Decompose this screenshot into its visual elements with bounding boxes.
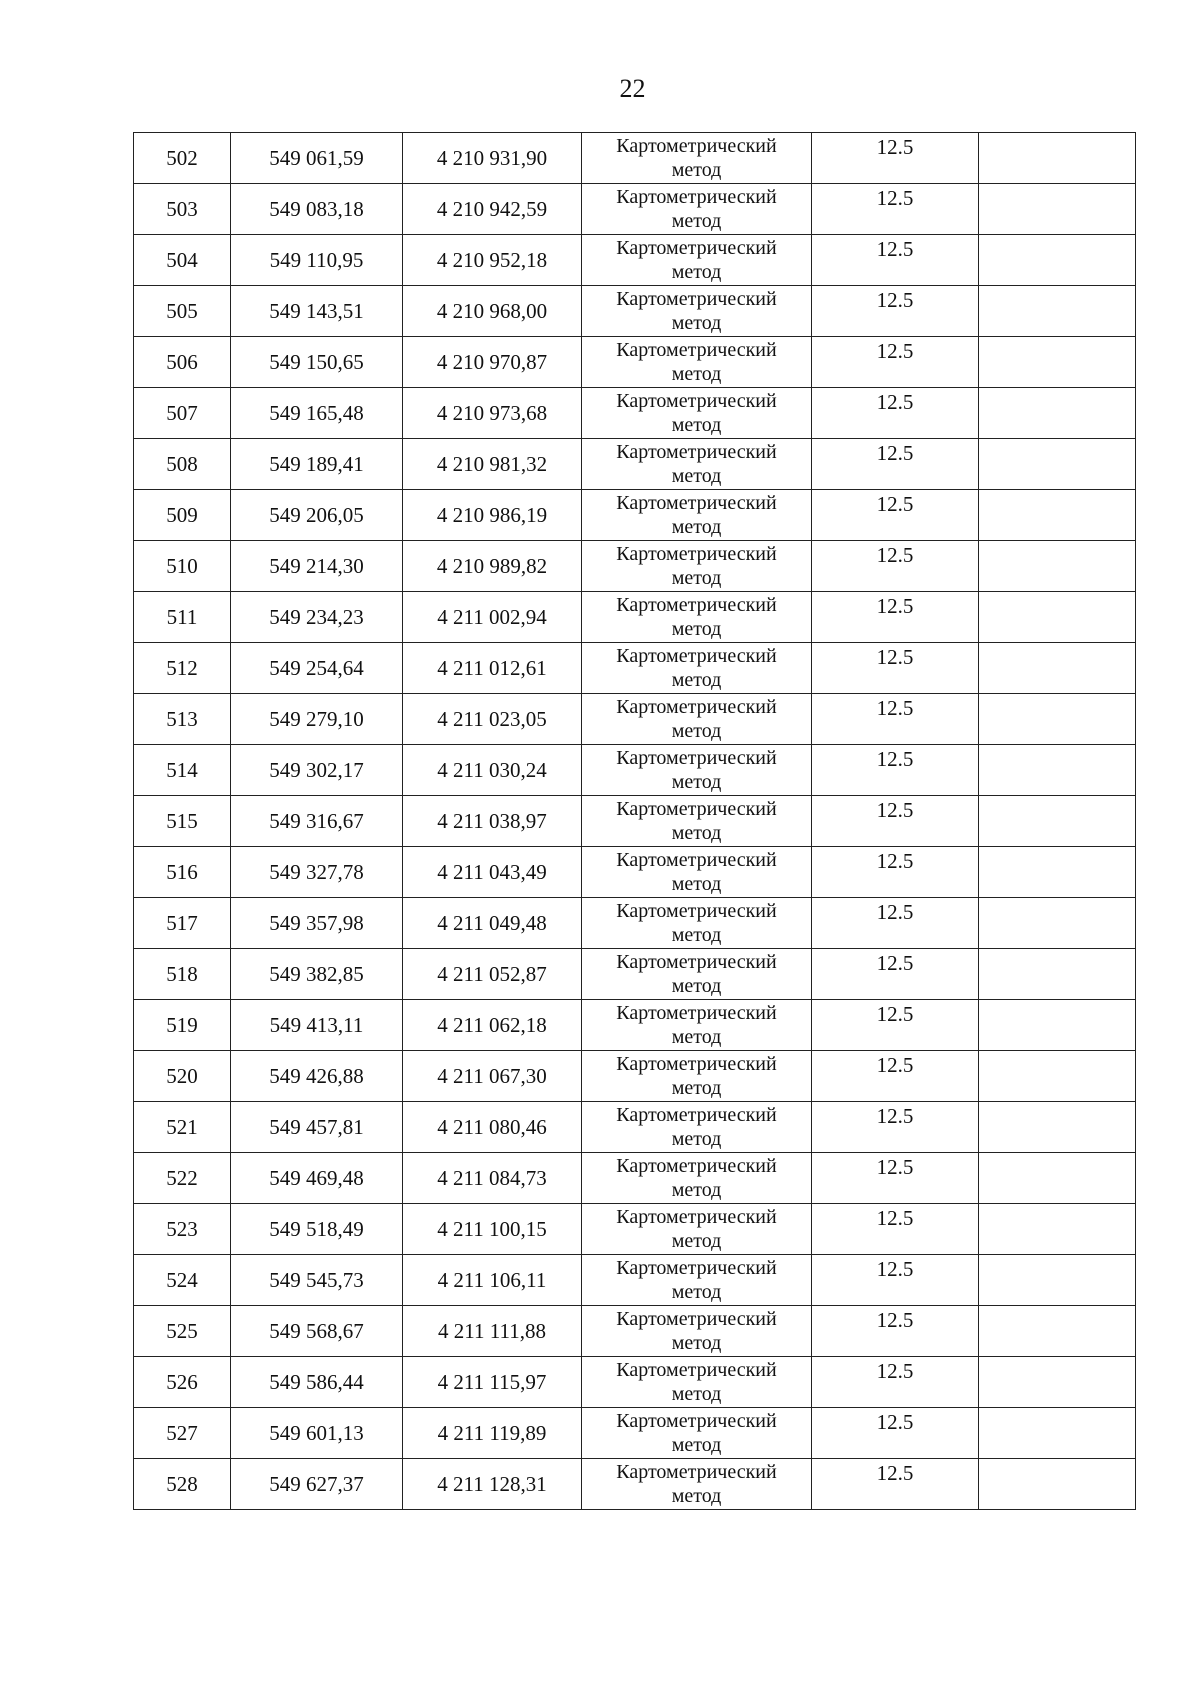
x-coordinate-cell: 549 150,65 xyxy=(231,337,403,388)
accuracy-cell: 12.5 xyxy=(812,439,979,490)
y-coordinate-cell: 4 211 052,87 xyxy=(403,949,582,1000)
method-line-1: Картометрический xyxy=(616,543,777,565)
y-coordinate-cell: 4 211 038,97 xyxy=(403,796,582,847)
accuracy-cell: 12.5 xyxy=(812,1000,979,1051)
method-cell xyxy=(582,745,812,796)
y-coordinate-cell: 4 211 100,15 xyxy=(403,1204,582,1255)
accuracy-cell: 12.5 xyxy=(812,745,979,796)
empty-cell xyxy=(979,1357,1136,1408)
method-line-1: Картометрический xyxy=(616,339,777,361)
y-coordinate-cell: 4 211 111,88 xyxy=(403,1306,582,1357)
method-line-1: Картометрический xyxy=(616,594,777,616)
table-row xyxy=(134,541,1136,592)
point-number-cell: 527 xyxy=(134,1408,231,1459)
accuracy-cell: 12.5 xyxy=(812,337,979,388)
empty-cell xyxy=(979,1408,1136,1459)
empty-cell xyxy=(979,1051,1136,1102)
method-cell xyxy=(582,1102,812,1153)
method-line-2: метод xyxy=(671,516,722,538)
empty-cell xyxy=(979,949,1136,1000)
accuracy-cell: 12.5 xyxy=(812,133,979,184)
y-coordinate-cell: 4 210 981,32 xyxy=(403,439,582,490)
point-number-cell: 504 xyxy=(134,235,231,286)
x-coordinate-cell: 549 214,30 xyxy=(231,541,403,592)
empty-cell xyxy=(979,1306,1136,1357)
x-coordinate-cell: 549 206,05 xyxy=(231,490,403,541)
page-number: 22 xyxy=(619,74,646,103)
empty-cell xyxy=(979,1102,1136,1153)
method-line-1: Картометрический xyxy=(616,1002,777,1024)
method-line-2: метод xyxy=(671,1179,722,1201)
method-cell xyxy=(582,1357,812,1408)
table-row xyxy=(134,439,1136,490)
empty-cell xyxy=(979,592,1136,643)
point-number-cell: 518 xyxy=(134,949,231,1000)
method-line-2: метод xyxy=(671,1383,722,1405)
method-line-2: метод xyxy=(671,465,722,487)
accuracy-cell: 12.5 xyxy=(812,949,979,1000)
empty-cell xyxy=(979,1459,1136,1510)
empty-cell xyxy=(979,388,1136,439)
point-number-cell: 526 xyxy=(134,1357,231,1408)
method-line-2: метод xyxy=(671,873,722,895)
table-row xyxy=(134,1102,1136,1153)
accuracy-cell: 12.5 xyxy=(812,1255,979,1306)
empty-cell xyxy=(979,745,1136,796)
table-row xyxy=(134,1000,1136,1051)
method-line-2: метод xyxy=(671,312,722,334)
method-line-1: Картометрический xyxy=(616,747,777,769)
method-cell xyxy=(582,1051,812,1102)
coordinates-table xyxy=(133,132,1136,1510)
table-row xyxy=(134,898,1136,949)
method-cell xyxy=(582,898,812,949)
point-number-cell: 510 xyxy=(134,541,231,592)
accuracy-cell: 12.5 xyxy=(812,388,979,439)
x-coordinate-cell: 549 357,98 xyxy=(231,898,403,949)
x-coordinate-cell: 549 627,37 xyxy=(231,1459,403,1510)
accuracy-cell: 12.5 xyxy=(812,184,979,235)
y-coordinate-cell: 4 211 023,05 xyxy=(403,694,582,745)
y-coordinate-cell: 4 211 012,61 xyxy=(403,643,582,694)
method-line-2: метод xyxy=(671,822,722,844)
accuracy-cell: 12.5 xyxy=(812,1357,979,1408)
method-cell xyxy=(582,286,812,337)
accuracy-cell: 12.5 xyxy=(812,796,979,847)
method-cell xyxy=(582,592,812,643)
table-row xyxy=(134,388,1136,439)
method-cell xyxy=(582,847,812,898)
method-cell xyxy=(582,1204,812,1255)
empty-cell xyxy=(979,133,1136,184)
method-line-1: Картометрический xyxy=(616,1359,777,1381)
accuracy-cell: 12.5 xyxy=(812,898,979,949)
y-coordinate-cell: 4 210 968,00 xyxy=(403,286,582,337)
method-line-2: метод xyxy=(671,924,722,946)
x-coordinate-cell: 549 426,88 xyxy=(231,1051,403,1102)
x-coordinate-cell: 549 302,17 xyxy=(231,745,403,796)
method-line-1: Картометрический xyxy=(616,237,777,259)
table-row xyxy=(134,337,1136,388)
point-number-cell: 521 xyxy=(134,1102,231,1153)
x-coordinate-cell: 549 061,59 xyxy=(231,133,403,184)
table-row xyxy=(134,133,1136,184)
empty-cell xyxy=(979,1255,1136,1306)
accuracy-cell: 12.5 xyxy=(812,643,979,694)
empty-cell xyxy=(979,1204,1136,1255)
method-cell xyxy=(582,184,812,235)
empty-cell xyxy=(979,1000,1136,1051)
method-line-1: Картометрический xyxy=(616,849,777,871)
accuracy-cell: 12.5 xyxy=(812,847,979,898)
x-coordinate-cell: 549 518,49 xyxy=(231,1204,403,1255)
method-line-1: Картометрический xyxy=(616,645,777,667)
y-coordinate-cell: 4 211 128,31 xyxy=(403,1459,582,1510)
accuracy-cell: 12.5 xyxy=(812,1153,979,1204)
method-line-2: метод xyxy=(671,567,722,589)
table-row xyxy=(134,745,1136,796)
table-row xyxy=(134,592,1136,643)
accuracy-cell: 12.5 xyxy=(812,1051,979,1102)
x-coordinate-cell: 549 316,67 xyxy=(231,796,403,847)
point-number-cell: 513 xyxy=(134,694,231,745)
method-cell xyxy=(582,133,812,184)
table-row xyxy=(134,1153,1136,1204)
method-line-2: метод xyxy=(671,261,722,283)
method-line-2: метод xyxy=(671,1485,722,1507)
method-cell xyxy=(582,337,812,388)
method-line-1: Картометрический xyxy=(616,696,777,718)
method-line-2: метод xyxy=(671,1332,722,1354)
empty-cell xyxy=(979,898,1136,949)
empty-cell xyxy=(979,286,1136,337)
empty-cell xyxy=(979,490,1136,541)
x-coordinate-cell: 549 327,78 xyxy=(231,847,403,898)
empty-cell xyxy=(979,541,1136,592)
y-coordinate-cell: 4 211 084,73 xyxy=(403,1153,582,1204)
method-cell xyxy=(582,541,812,592)
method-line-1: Картометрический xyxy=(616,1155,777,1177)
point-number-cell: 509 xyxy=(134,490,231,541)
y-coordinate-cell: 4 210 989,82 xyxy=(403,541,582,592)
y-coordinate-cell: 4 211 002,94 xyxy=(403,592,582,643)
point-number-cell: 512 xyxy=(134,643,231,694)
point-number-cell: 520 xyxy=(134,1051,231,1102)
point-number-cell: 517 xyxy=(134,898,231,949)
method-cell xyxy=(582,388,812,439)
method-line-2: метод xyxy=(671,1230,722,1252)
x-coordinate-cell: 549 279,10 xyxy=(231,694,403,745)
point-number-cell: 511 xyxy=(134,592,231,643)
method-line-2: метод xyxy=(671,210,722,232)
x-coordinate-cell: 549 545,73 xyxy=(231,1255,403,1306)
method-line-1: Картометрический xyxy=(616,900,777,922)
empty-cell xyxy=(979,847,1136,898)
method-line-1: Картометрический xyxy=(616,1104,777,1126)
table-row xyxy=(134,235,1136,286)
point-number-cell: 524 xyxy=(134,1255,231,1306)
accuracy-cell: 12.5 xyxy=(812,286,979,337)
x-coordinate-cell: 549 254,64 xyxy=(231,643,403,694)
point-number-cell: 503 xyxy=(134,184,231,235)
point-number-cell: 507 xyxy=(134,388,231,439)
method-line-2: метод xyxy=(671,1128,722,1150)
method-cell xyxy=(582,1000,812,1051)
x-coordinate-cell: 549 234,23 xyxy=(231,592,403,643)
method-cell xyxy=(582,490,812,541)
x-coordinate-cell: 549 586,44 xyxy=(231,1357,403,1408)
accuracy-cell: 12.5 xyxy=(812,1204,979,1255)
method-line-2: метод xyxy=(671,159,722,181)
method-cell xyxy=(582,1255,812,1306)
method-line-2: метод xyxy=(671,1434,722,1456)
table-row xyxy=(134,1459,1136,1510)
y-coordinate-cell: 4 210 973,68 xyxy=(403,388,582,439)
y-coordinate-cell: 4 211 030,24 xyxy=(403,745,582,796)
method-line-1: Картометрический xyxy=(616,441,777,463)
method-line-2: метод xyxy=(671,1281,722,1303)
method-cell xyxy=(582,643,812,694)
y-coordinate-cell: 4 211 062,18 xyxy=(403,1000,582,1051)
empty-cell xyxy=(979,694,1136,745)
y-coordinate-cell: 4 211 043,49 xyxy=(403,847,582,898)
method-line-1: Картометрический xyxy=(616,798,777,820)
method-cell xyxy=(582,796,812,847)
table-row xyxy=(134,694,1136,745)
empty-cell xyxy=(979,235,1136,286)
point-number-cell: 505 xyxy=(134,286,231,337)
x-coordinate-cell: 549 568,67 xyxy=(231,1306,403,1357)
x-coordinate-cell: 549 469,48 xyxy=(231,1153,403,1204)
coordinates-table-body xyxy=(134,133,1136,1510)
x-coordinate-cell: 549 413,11 xyxy=(231,1000,403,1051)
method-line-1: Картометрический xyxy=(616,1206,777,1228)
accuracy-cell: 12.5 xyxy=(812,694,979,745)
table-row xyxy=(134,490,1136,541)
method-line-2: метод xyxy=(671,363,722,385)
method-cell xyxy=(582,694,812,745)
point-number-cell: 522 xyxy=(134,1153,231,1204)
accuracy-cell: 12.5 xyxy=(812,1459,979,1510)
table-row xyxy=(134,286,1136,337)
point-number-cell: 516 xyxy=(134,847,231,898)
empty-cell xyxy=(979,184,1136,235)
y-coordinate-cell: 4 211 067,30 xyxy=(403,1051,582,1102)
point-number-cell: 514 xyxy=(134,745,231,796)
method-line-2: метод xyxy=(671,414,722,436)
table-row xyxy=(134,1255,1136,1306)
point-number-cell: 506 xyxy=(134,337,231,388)
method-line-1: Картометрический xyxy=(616,492,777,514)
y-coordinate-cell: 4 211 119,89 xyxy=(403,1408,582,1459)
x-coordinate-cell: 549 189,41 xyxy=(231,439,403,490)
y-coordinate-cell: 4 211 115,97 xyxy=(403,1357,582,1408)
method-line-1: Картометрический xyxy=(616,1053,777,1075)
method-line-1: Картометрический xyxy=(616,951,777,973)
point-number-cell: 515 xyxy=(134,796,231,847)
x-coordinate-cell: 549 382,85 xyxy=(231,949,403,1000)
y-coordinate-cell: 4 211 080,46 xyxy=(403,1102,582,1153)
method-line-1: Картометрический xyxy=(616,1461,777,1483)
y-coordinate-cell: 4 211 106,11 xyxy=(403,1255,582,1306)
empty-cell xyxy=(979,796,1136,847)
method-cell xyxy=(582,1153,812,1204)
method-line-1: Картометрический xyxy=(616,1410,777,1432)
method-line-2: метод xyxy=(671,1026,722,1048)
y-coordinate-cell: 4 210 942,59 xyxy=(403,184,582,235)
y-coordinate-cell: 4 210 931,90 xyxy=(403,133,582,184)
table-row xyxy=(134,949,1136,1000)
x-coordinate-cell: 549 601,13 xyxy=(231,1408,403,1459)
empty-cell xyxy=(979,337,1136,388)
method-cell xyxy=(582,1459,812,1510)
method-line-2: метод xyxy=(671,669,722,691)
y-coordinate-cell: 4 211 049,48 xyxy=(403,898,582,949)
method-cell xyxy=(582,235,812,286)
y-coordinate-cell: 4 210 986,19 xyxy=(403,490,582,541)
table-row xyxy=(134,796,1136,847)
accuracy-cell: 12.5 xyxy=(812,235,979,286)
method-line-1: Картометрический xyxy=(616,186,777,208)
point-number-cell: 502 xyxy=(134,133,231,184)
method-cell xyxy=(582,1408,812,1459)
method-cell xyxy=(582,949,812,1000)
method-line-2: метод xyxy=(671,720,722,742)
empty-cell xyxy=(979,1153,1136,1204)
x-coordinate-cell: 549 457,81 xyxy=(231,1102,403,1153)
table-row xyxy=(134,1204,1136,1255)
table-row xyxy=(134,847,1136,898)
y-coordinate-cell: 4 210 952,18 xyxy=(403,235,582,286)
table-row xyxy=(134,643,1136,694)
method-line-1: Картометрический xyxy=(616,390,777,412)
empty-cell xyxy=(979,643,1136,694)
empty-cell xyxy=(979,439,1136,490)
x-coordinate-cell: 549 143,51 xyxy=(231,286,403,337)
accuracy-cell: 12.5 xyxy=(812,1102,979,1153)
table-row xyxy=(134,184,1136,235)
point-number-cell: 519 xyxy=(134,1000,231,1051)
table-row xyxy=(134,1306,1136,1357)
point-number-cell: 523 xyxy=(134,1204,231,1255)
accuracy-cell: 12.5 xyxy=(812,541,979,592)
x-coordinate-cell: 549 110,95 xyxy=(231,235,403,286)
point-number-cell: 528 xyxy=(134,1459,231,1510)
method-line-1: Картометрический xyxy=(616,135,777,157)
method-line-1: Картометрический xyxy=(616,1257,777,1279)
point-number-cell: 525 xyxy=(134,1306,231,1357)
accuracy-cell: 12.5 xyxy=(812,592,979,643)
method-line-2: метод xyxy=(671,618,722,640)
x-coordinate-cell: 549 083,18 xyxy=(231,184,403,235)
table-row xyxy=(134,1357,1136,1408)
method-line-2: метод xyxy=(671,771,722,793)
method-line-2: метод xyxy=(671,1077,722,1099)
method-cell xyxy=(582,1306,812,1357)
method-cell xyxy=(582,439,812,490)
point-number-cell: 508 xyxy=(134,439,231,490)
accuracy-cell: 12.5 xyxy=(812,1408,979,1459)
method-line-1: Картометрический xyxy=(616,288,777,310)
method-line-2: метод xyxy=(671,975,722,997)
method-line-1: Картометрический xyxy=(616,1308,777,1330)
accuracy-cell: 12.5 xyxy=(812,490,979,541)
table-row xyxy=(134,1408,1136,1459)
accuracy-cell: 12.5 xyxy=(812,1306,979,1357)
x-coordinate-cell: 549 165,48 xyxy=(231,388,403,439)
table-row xyxy=(134,1051,1136,1102)
y-coordinate-cell: 4 210 970,87 xyxy=(403,337,582,388)
